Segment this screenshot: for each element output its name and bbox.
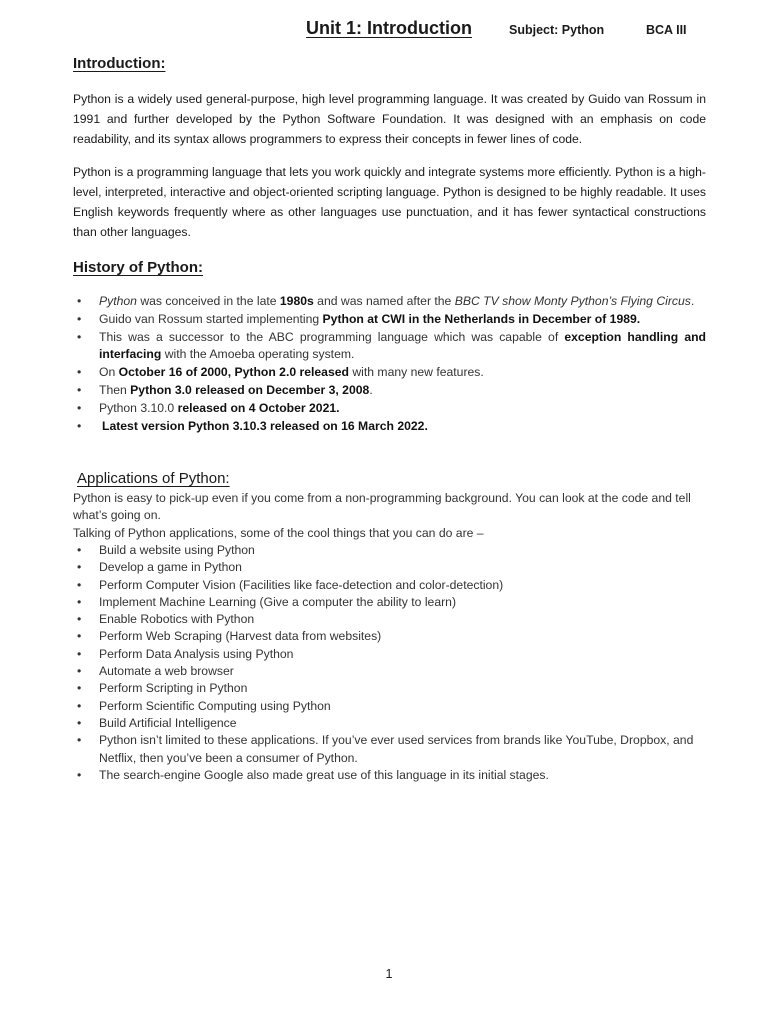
applications-heading: Applications of Python: xyxy=(77,470,230,487)
unit-title: Unit 1: Introduction xyxy=(306,18,472,38)
applications-intro xyxy=(73,490,713,542)
history-item: • On October 16 of 2000, Python 2.0 released with many new features. xyxy=(73,364,706,381)
history-item: • Guido van Rossum started implementing Python at CWI in the Netherlands in December of 1989. xyxy=(73,311,706,328)
subject-label: Subject: Python xyxy=(509,23,605,37)
application-item: • Python isn’t limited to these applications. If you’ve ever used services from brands like YouTube, Dropbox, and Netflix, then you’ve been a consumer of Python. xyxy=(73,732,713,767)
application-item: • The search-engine Google also made great use of this language in its initial stages. xyxy=(73,767,713,784)
intro-paragraph-1: Python is a widely used general-purpose, high level programming language. It was created by Guido van Rossum in 1991 and further developed by the Python Software Foundation. It was designed with an emphasis on code readability, and its syntax allows programmers to express their concepts in fewer lines of code. xyxy=(73,92,706,146)
application-item: • Perform Computer Vision (Facilities like face-detection and color-detection) xyxy=(73,577,713,594)
application-item: • Build a website using Python xyxy=(73,542,713,559)
applications-intro-1: Python is easy to pick-up even if you come from a non-programming background. You can look at the code and tell what’s going on. xyxy=(73,491,691,523)
intro-paragraph-2: Python is a programming language that lets you work quickly and integrate systems more efficiently. Python is a high-level, interpreted, interactive and object-oriented scripting language. Python is designed to be highly readable. It uses English keywords frequently where as other languages use punctuation, and it has fewer syntactical constructions than other languages. xyxy=(73,165,706,239)
class-label: BCA III xyxy=(646,23,687,37)
application-item: • Automate a web browser xyxy=(73,663,713,680)
introduction-heading: Introduction: xyxy=(73,55,166,72)
applications-intro-2: Talking of Python applications, some of the cool things that you can do are – xyxy=(73,525,484,540)
history-item: • Then Python 3.0 released on December 3, 2008. xyxy=(73,382,706,399)
history-item: • Python was conceived in the late 1980s and was named after the BBC TV show Monty Python’s Flying Circus. xyxy=(73,293,706,310)
history-heading: History of Python: xyxy=(73,259,203,276)
application-item: • Develop a game in Python xyxy=(73,559,713,576)
application-item: • Perform Data Analysis using Python xyxy=(73,646,713,663)
history-item: • Python 3.10.0 released on 4 October 2021. xyxy=(73,400,706,417)
page-header xyxy=(0,18,768,44)
page-number: 1 xyxy=(385,967,393,981)
history-item: • Latest version Python 3.10.3 released on 16 March 2022. xyxy=(73,418,706,435)
application-item: • Perform Scripting in Python xyxy=(73,680,713,697)
applications-list xyxy=(73,542,713,784)
application-item: • Perform Scientific Computing using Python xyxy=(73,698,713,715)
application-item: • Implement Machine Learning (Give a computer the ability to learn) xyxy=(73,594,713,611)
history-list xyxy=(73,293,706,436)
application-item: • Enable Robotics with Python xyxy=(73,611,713,628)
application-item: • Perform Web Scraping (Harvest data from websites) xyxy=(73,628,713,645)
application-item: • Build Artificial Intelligence xyxy=(73,715,713,732)
history-item: • This was a successor to the ABC programming language which was capable of exception handling and interfacing with the Amoeba operating system. xyxy=(73,329,706,363)
